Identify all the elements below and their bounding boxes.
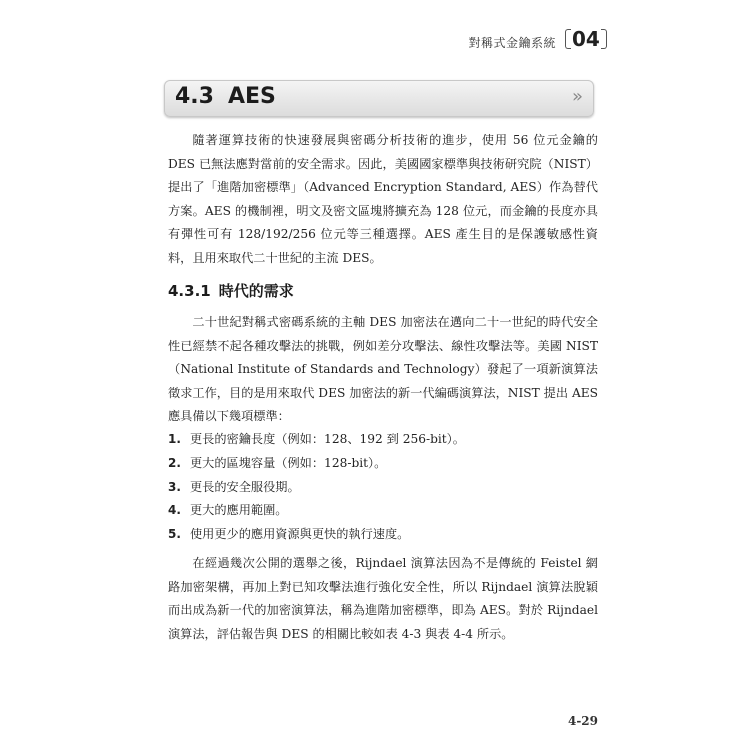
section-title: AES [227,84,276,109]
list-item-text: 使用更少的應用資源與更快的執行速度。 [190,527,410,542]
subsection-paragraph: 二十世紀對稱式密碼系統的主軸 DES 加密法在邁向二十一世紀的時代安全性已經禁不起各種攻擊法的挑戰，例如差分攻擊法、線性攻擊法等。美國 NIST（National Institute of Standards and Technology）發起了一項新演算法徵求工作，目的是用來取代 DES 加密法的新一代編碼演算法，NIST 提出 AES 應具備以下幾項標準： [168,315,598,424]
list-item [168,499,598,523]
list-item-text: 更大的區塊容量（例如：128-bit）。 [190,455,387,470]
list-item-marker: 4. [168,503,181,518]
list-item-text: 更長的密鑰長度（例如：128、192 到 256-bit）。 [190,432,465,446]
double-chevron-icon: » [571,86,583,107]
list-item [168,523,598,547]
subsection-heading [168,280,294,301]
section-number: 4.3 [175,84,214,109]
list-item-text: 更大的應用範圍。 [190,503,288,518]
subsection-title: 時代的需求 [218,282,294,300]
page-number: 4-29 [567,714,598,728]
list-item-text: 更長的安全服役期。 [190,479,300,494]
list-item-marker: 2. [168,455,181,470]
list-item-marker: 5. [168,527,181,542]
running-header-chapter-title: 對稱式金鑰系統 [468,36,556,50]
chapter-number-badge: 04 [566,27,606,51]
requirements-list [168,428,598,547]
intro-paragraph: 隨著運算技術的快速發展與密碼分析技術的進步，使用 56 位元金鑰的 DES 已無法應對當前的安全需求。因此，美國國家標準與技術研究院（NIST）提出了「進階加密標準」（Advanced Encryption Standard, AES）作為替代方案。AES 的機制裡，明文及密文區塊將擴充為 128 位元，而金鑰的長度亦具有彈性可有 128/192/256 位元等三種選擇。AES 產生目的是保護敏感性資料，且用來取代二十世紀的主流 DES。 [168,133,598,265]
subsection-number: 4.3.1 [168,282,211,300]
list-item [168,428,598,452]
list-item-marker: 3. [168,479,181,494]
closing-paragraph: 在經過幾次公開的選舉之後，Rijndael 演算法因為不是傳統的 Feistel 網路加密架構，再加上對已知攻擊法進行強化安全性，所以 Rijndael 演算法脫穎而出成為新一代的加密演算法，稱為進階加密標準，即為 AES。對於 Rijndael 演算法，評估報告與 DES 的相關比較如表 4-3 與表 4-4 所示。 [168,556,598,641]
list-item [168,452,598,476]
list-item-marker: 1. [168,432,181,446]
section-heading-banner [164,80,594,117]
list-item [168,476,598,500]
section-heading [175,84,276,109]
